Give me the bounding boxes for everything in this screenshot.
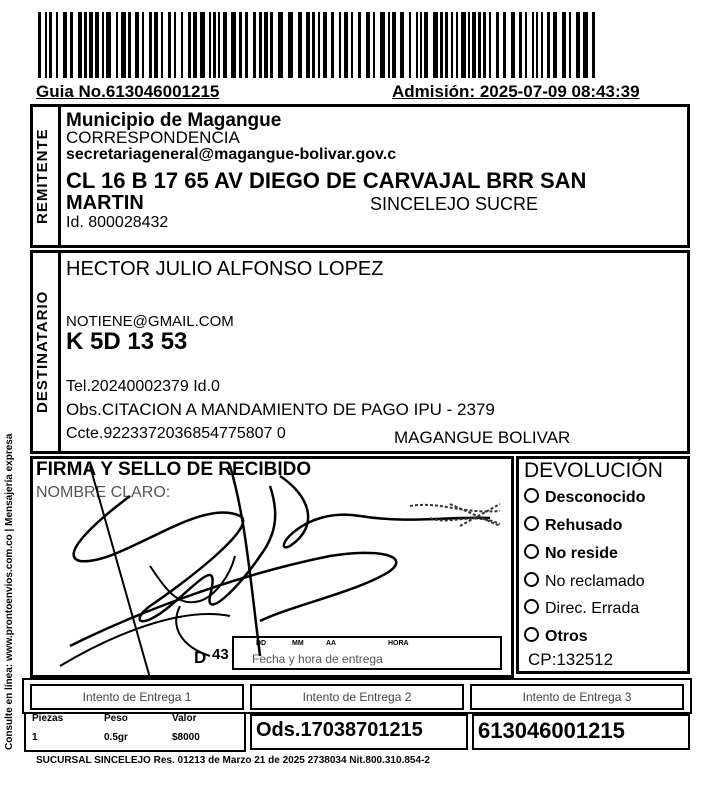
- piezas-label: Piezas: [32, 713, 64, 724]
- destinatario-tel: Tel.20240002379 Id.0: [66, 378, 220, 395]
- intento-1: Intento de Entrega 1: [30, 684, 244, 710]
- option-otros: Otros: [524, 627, 588, 646]
- barcode-bar: [331, 12, 334, 78]
- barcode-bar: [135, 12, 139, 78]
- barcode-bar: [547, 12, 550, 78]
- barcode-bar: [339, 12, 341, 78]
- barcode-bar: [392, 12, 396, 78]
- barcode-bar: [270, 12, 273, 78]
- barcode-bar: [142, 12, 144, 78]
- radio-circle-icon: [524, 572, 539, 587]
- destinatario-label: DESTINATARIO: [34, 290, 51, 414]
- barcode-bar: [323, 12, 327, 78]
- barcode-bar: [456, 12, 458, 78]
- valor-label: Valor: [172, 713, 197, 724]
- date-suffix: 43: [212, 646, 229, 663]
- barcode-bar: [511, 12, 515, 78]
- guia-number-bottom: 613046001215: [478, 718, 625, 743]
- barcode-bar: [200, 12, 205, 78]
- valor-value: $8000: [172, 732, 200, 743]
- barcode-bar: [213, 12, 216, 78]
- remitente-address-2: MARTIN: [66, 192, 144, 214]
- barcode-bar: [128, 12, 131, 78]
- barcode-bar: [424, 12, 428, 78]
- option-desconocido: Desconocido: [524, 488, 645, 507]
- peso-label: Peso: [104, 713, 128, 724]
- barcode-bar: [181, 12, 183, 78]
- barcode-bar: [468, 12, 470, 78]
- barcode-bar: [259, 12, 262, 78]
- barcode-bar: [532, 12, 534, 78]
- devolucion-title: DEVOLUCIÓN: [524, 459, 663, 482]
- admision-date: Admisión: 2025-07-09 08:43:39: [392, 82, 640, 101]
- guia-number: Guia No.613046001215: [36, 82, 220, 101]
- destinatario-email: NOTIENE@GMAIL.COM: [66, 313, 234, 330]
- barcode-bar: [149, 12, 152, 78]
- remitente-id: Id. 800028432: [66, 214, 169, 231]
- barcode-bar: [536, 12, 538, 78]
- destinatario-cte: Ccte.9223372036854775807 0: [66, 425, 286, 442]
- intento-2: Intento de Entrega 2: [250, 684, 464, 710]
- barcode-bar: [562, 12, 566, 78]
- side-info-text: Consulte en línea: www.prontoenvios.com.co | Mensajería expresa: [4, 433, 15, 750]
- barcode-bar: [288, 12, 293, 78]
- barcode-bar: [380, 12, 385, 78]
- date-caption: Fecha y hora de entrega: [252, 652, 383, 666]
- barcode-bar: [38, 12, 41, 78]
- barcode-bar: [116, 12, 118, 78]
- date-prefix: D: [194, 648, 207, 667]
- remitente-address: CL 16 B 17 65 AV DIEGO DE CARVAJAL BRR SAN: [66, 168, 587, 193]
- barcode-bar: [306, 12, 310, 78]
- barcode-bar: [168, 12, 171, 78]
- barcode-bar: [503, 12, 506, 78]
- radio-circle-icon: [524, 627, 539, 642]
- barcode-bar: [95, 12, 99, 78]
- barcode-bar: [223, 12, 227, 78]
- barcode-bar: [174, 12, 176, 78]
- barcode-bar: [373, 12, 375, 78]
- barcode-bar: [445, 12, 448, 78]
- barcode-bar: [496, 12, 499, 78]
- barcode-bar: [583, 12, 588, 78]
- barcode-bar: [102, 12, 104, 78]
- barcode-bar: [318, 12, 320, 78]
- footer-text: SUCURSAL SINCELEJO Res. 01213 de Marzo 21 de 2025 2738034 Nit.800.310.854-2: [36, 755, 430, 766]
- date-header-dd: DD: [256, 640, 267, 647]
- firma-title: FIRMA Y SELLO DE RECIBIDO: [36, 459, 312, 480]
- barcode-bar: [553, 12, 557, 78]
- destinatario-address: K 5D 13 53: [66, 328, 188, 355]
- barcode-bar: [89, 12, 93, 78]
- peso-value: 0.5gr: [104, 732, 128, 743]
- barcode-bar: [209, 12, 211, 78]
- remitente-name: Municipio de Magangue: [66, 110, 282, 131]
- barcode-bar: [351, 12, 353, 78]
- option-no-reside: No reside: [524, 544, 618, 563]
- barcode-bar: [525, 12, 527, 78]
- radio-circle-icon: [524, 488, 539, 503]
- date-header-mm: MM: [292, 640, 304, 647]
- date-header-hora: HORA: [388, 640, 409, 647]
- destinatario-obs: Obs.CITACION A MANDAMIENTO DE PAGO IPU - 2379: [66, 400, 495, 419]
- barcode-bar: [541, 12, 543, 78]
- date-header-aa: AA: [326, 640, 337, 647]
- option-direc-errada: Direc. Errada: [524, 599, 639, 618]
- barcode-bar: [366, 12, 370, 78]
- barcode-bar: [121, 12, 126, 78]
- remitente-dept: CORRESPONDENCIA: [66, 128, 240, 147]
- barcode-bar: [253, 12, 256, 78]
- remitente-city: SINCELEJO SUCRE: [370, 194, 539, 214]
- barcode-bar: [193, 12, 197, 78]
- barcode-bar: [416, 12, 418, 78]
- barcode-bar: [576, 12, 580, 78]
- barcode-bar: [483, 12, 486, 78]
- barcode-bar: [218, 12, 220, 78]
- radio-circle-icon: [524, 599, 539, 614]
- barcode-bar: [409, 12, 411, 78]
- barcode-bar: [461, 12, 466, 78]
- barcode-bar: [154, 12, 158, 78]
- barcode-bar: [278, 12, 283, 78]
- barcode-bar: [312, 12, 315, 78]
- barcode-bar: [344, 12, 348, 78]
- barcode-bar: [519, 12, 522, 78]
- barcode-bar: [231, 12, 236, 78]
- piezas-value: 1: [32, 732, 38, 743]
- barcode-bar: [63, 12, 67, 78]
- barcode-bar: [400, 12, 404, 78]
- intento-3: Intento de Entrega 3: [470, 684, 684, 710]
- barcode-bar: [161, 12, 163, 78]
- cp-code: CP:132512: [528, 650, 614, 669]
- option-no-reclamado: No reclamado: [524, 572, 645, 591]
- barcode-bar: [188, 12, 191, 78]
- barcode-bar: [106, 12, 111, 78]
- barcode-bar: [388, 12, 390, 78]
- barcode-bar: [489, 12, 491, 78]
- barcode-bar: [478, 12, 481, 78]
- barcode-bar: [569, 12, 571, 78]
- barcode-bar: [70, 12, 73, 78]
- radio-circle-icon: [524, 544, 539, 559]
- barcode-bar: [84, 12, 87, 78]
- nombre-claro-label: NOMBRE CLARO:: [36, 484, 171, 501]
- barcode-bar: [433, 12, 438, 78]
- barcode-bar: [358, 12, 361, 78]
- ods-number: Ods.17038701215: [256, 719, 423, 741]
- barcode-bar: [49, 12, 52, 78]
- radio-circle-icon: [524, 516, 539, 531]
- barcode-bar: [78, 12, 82, 78]
- barcode-bar: [451, 12, 453, 78]
- barcode-bar: [592, 12, 595, 78]
- barcode-bar: [298, 12, 302, 78]
- remitente-email: secretariageneral@magangue-bolivar.gov.c: [66, 146, 397, 163]
- barcode-bar: [56, 12, 58, 78]
- barcode-bar: [420, 12, 422, 78]
- option-rehusado: Rehusado: [524, 516, 622, 535]
- barcode-bar: [45, 12, 47, 78]
- destinatario-city: MAGANGUE BOLIVAR: [394, 428, 571, 447]
- barcode-bar: [264, 12, 268, 78]
- barcode-bar: [440, 12, 443, 78]
- barcode-bar: [245, 12, 248, 78]
- barcode: [38, 12, 598, 78]
- barcode-bar: [472, 12, 476, 78]
- destinatario-name: HECTOR JULIO ALFONSO LOPEZ: [66, 258, 384, 280]
- barcode-bar: [239, 12, 242, 78]
- remitente-label: REMITENTE: [34, 128, 51, 224]
